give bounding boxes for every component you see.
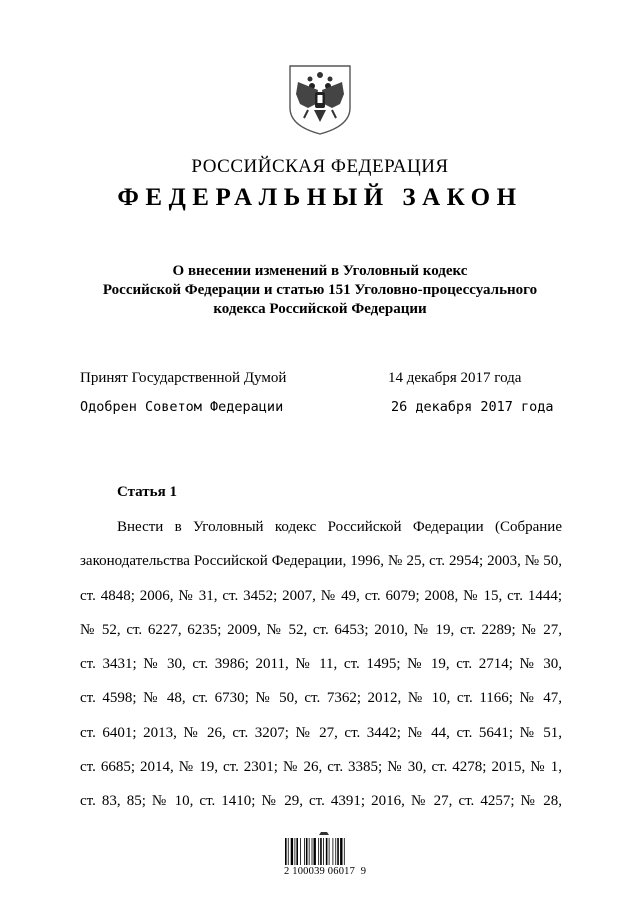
barcode-bar	[337, 838, 339, 865]
barcode-bar	[333, 838, 334, 865]
article-line: ст. 6685; 2014, № 19, ст. 2301; № 26, ст. 3385; № 30, ст. 4278; 2015, № 1,	[80, 759, 562, 776]
barcode-bar	[300, 838, 301, 865]
barcode-bar	[326, 838, 328, 865]
law-title-line: О внесении изменений в Уголовный кодекс	[172, 263, 468, 279]
article-line: ст. 3431; № 30, ст. 3986; 2011, № 11, ст. 1495; № 19, ст. 2714; № 30,	[80, 656, 562, 673]
barcode-bar	[295, 838, 296, 865]
approved-council-label: Одобрен Советом Федерации	[80, 399, 284, 415]
barcode-bar	[288, 838, 289, 865]
barcode-bar	[340, 838, 342, 865]
barcode-bar	[291, 838, 293, 865]
article-line: законодательства Российской Федерации, 1996, № 25, ст. 2954; 2003, № 50,	[80, 553, 562, 570]
country-name: РОССИЙСКАЯ ФЕДЕРАЦИЯ	[191, 156, 449, 177]
law-title-line: кодекса Российской Федерации	[213, 301, 427, 317]
barcode-bar	[306, 838, 308, 865]
law-title	[60, 262, 580, 319]
barcode-bar	[320, 838, 322, 865]
barcode-number: 2 100039 06017 9	[284, 866, 367, 877]
barcode-bar	[318, 838, 319, 865]
article-heading: Статья 1	[117, 484, 177, 500]
adopted-duma-date: 14 декабря 2017 года	[388, 370, 522, 386]
article-line: ст. 4848; 2006, № 31, ст. 3452; 2007, № 49, ст. 6079; 2008, № 15, ст. 1444;	[80, 587, 562, 604]
barcode-bar	[296, 838, 298, 865]
barcode-bar	[329, 838, 330, 865]
barcode-bar	[323, 838, 324, 865]
article-line: Внести в Уголовный кодекс Российской Федерации (Собрание	[117, 519, 562, 535]
barcode-bar	[314, 838, 316, 865]
adopted-duma-label: Принят Государственной Думой	[80, 370, 287, 386]
article-line: ст. 4598; № 48, ст. 6730; № 50, ст. 7362; 2012, № 10, ст. 1166; № 47,	[80, 690, 562, 707]
article-line: ст. 6401; 2013, № 26, ст. 3207; № 27, ст. 3442; № 44, ст. 5641; № 51,	[80, 724, 562, 741]
article-body	[80, 510, 562, 819]
article-line: № 52, ст. 6227, 6235; 2009, № 52, ст. 6453; 2010, № 19, ст. 2289; № 27,	[80, 621, 562, 638]
barcode-bar	[285, 838, 287, 865]
article-line: ст. 83, 85; № 10, ст. 1410; № 29, ст. 4391; 2016, № 27, ст. 4257; № 28,	[80, 793, 562, 810]
barcode-bar	[309, 838, 310, 865]
barcode-bar	[304, 838, 305, 865]
barcode-bar	[312, 838, 313, 865]
approved-council-date: 26 декабря 2017 года	[391, 399, 554, 415]
coat-of-arms-emblem	[288, 64, 352, 136]
law-title-line: Российской Федерации и статью 151 Уголовно-процессуального	[102, 282, 538, 298]
barcode-bar	[335, 838, 336, 865]
document-type: ФЕДЕРАЛЬНЫЙ ЗАКОН	[117, 184, 523, 211]
barcode-bar	[344, 838, 345, 865]
